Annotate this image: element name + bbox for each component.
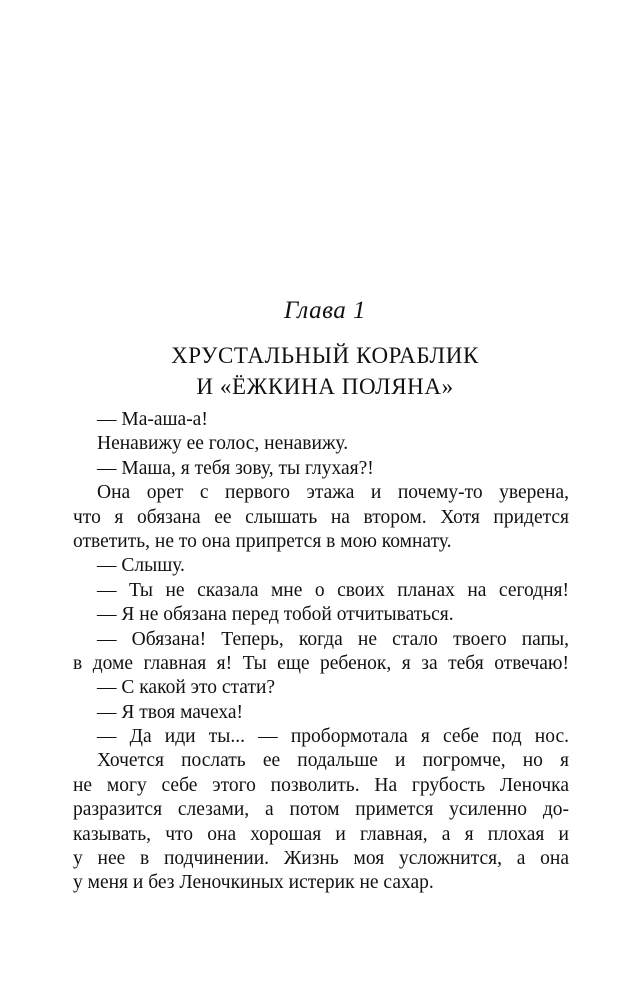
text-line: у нее в подчинении. Жизнь моя усложнится, а она [73, 848, 569, 870]
text-line: казывать, что она хорошая и главная, а я плохая и [73, 823, 569, 845]
text-line: — Слышу. [97, 555, 185, 577]
text-line: Она орет с первого этажа и почему-то уверена, [97, 482, 569, 504]
text-line: у меня и без Леночкиных истерик не сахар. [73, 872, 434, 894]
text-line: ответить, не то она припрется в мою комнату. [73, 530, 452, 552]
text-line: — Ты не сказала мне о своих планах на сегодня! [97, 579, 569, 601]
text-line: — Обязана! Теперь, когда не стало твоего папы, [97, 628, 569, 650]
text-line: Хочется послать ее подальше и погромче, но я [97, 750, 569, 772]
text-line: Ненавижу ее голос, ненавижу. [97, 433, 349, 455]
text-line: — Я твоя мачеха! [97, 701, 244, 723]
text-line: — Я не обязана перед тобой отчитываться. [97, 604, 454, 626]
chapter-title [0, 340, 640, 402]
chapter-title-line-2: И «ЁЖКИНА ПОЛЯНА» [196, 374, 454, 399]
chapter-title-line-1: ХРУСТАЛЬНЫЙ КОРАБЛИК [171, 343, 479, 368]
text-line: не могу себе этого позволить. На грубость Леночка [73, 774, 569, 796]
text-line: — Да иди ты... — пробормотала я себе под нос. [97, 726, 569, 748]
text-line: — Маша, я тебя зову, ты глухая?! [97, 457, 374, 479]
body-text [73, 408, 569, 896]
text-line: что я обязана ее слышать на втором. Хотя придется [73, 506, 569, 528]
chapter-label: Глава 1 [283, 297, 367, 324]
text-line: — С какой это стати? [97, 677, 276, 699]
text-line: — Ма-аша-а! [97, 409, 208, 430]
text-line: в доме главная я! Ты еще ребенок, я за тебя отвечаю! [73, 652, 569, 674]
text-line: разразится слезами, а потом примется усиленно до- [73, 799, 569, 821]
